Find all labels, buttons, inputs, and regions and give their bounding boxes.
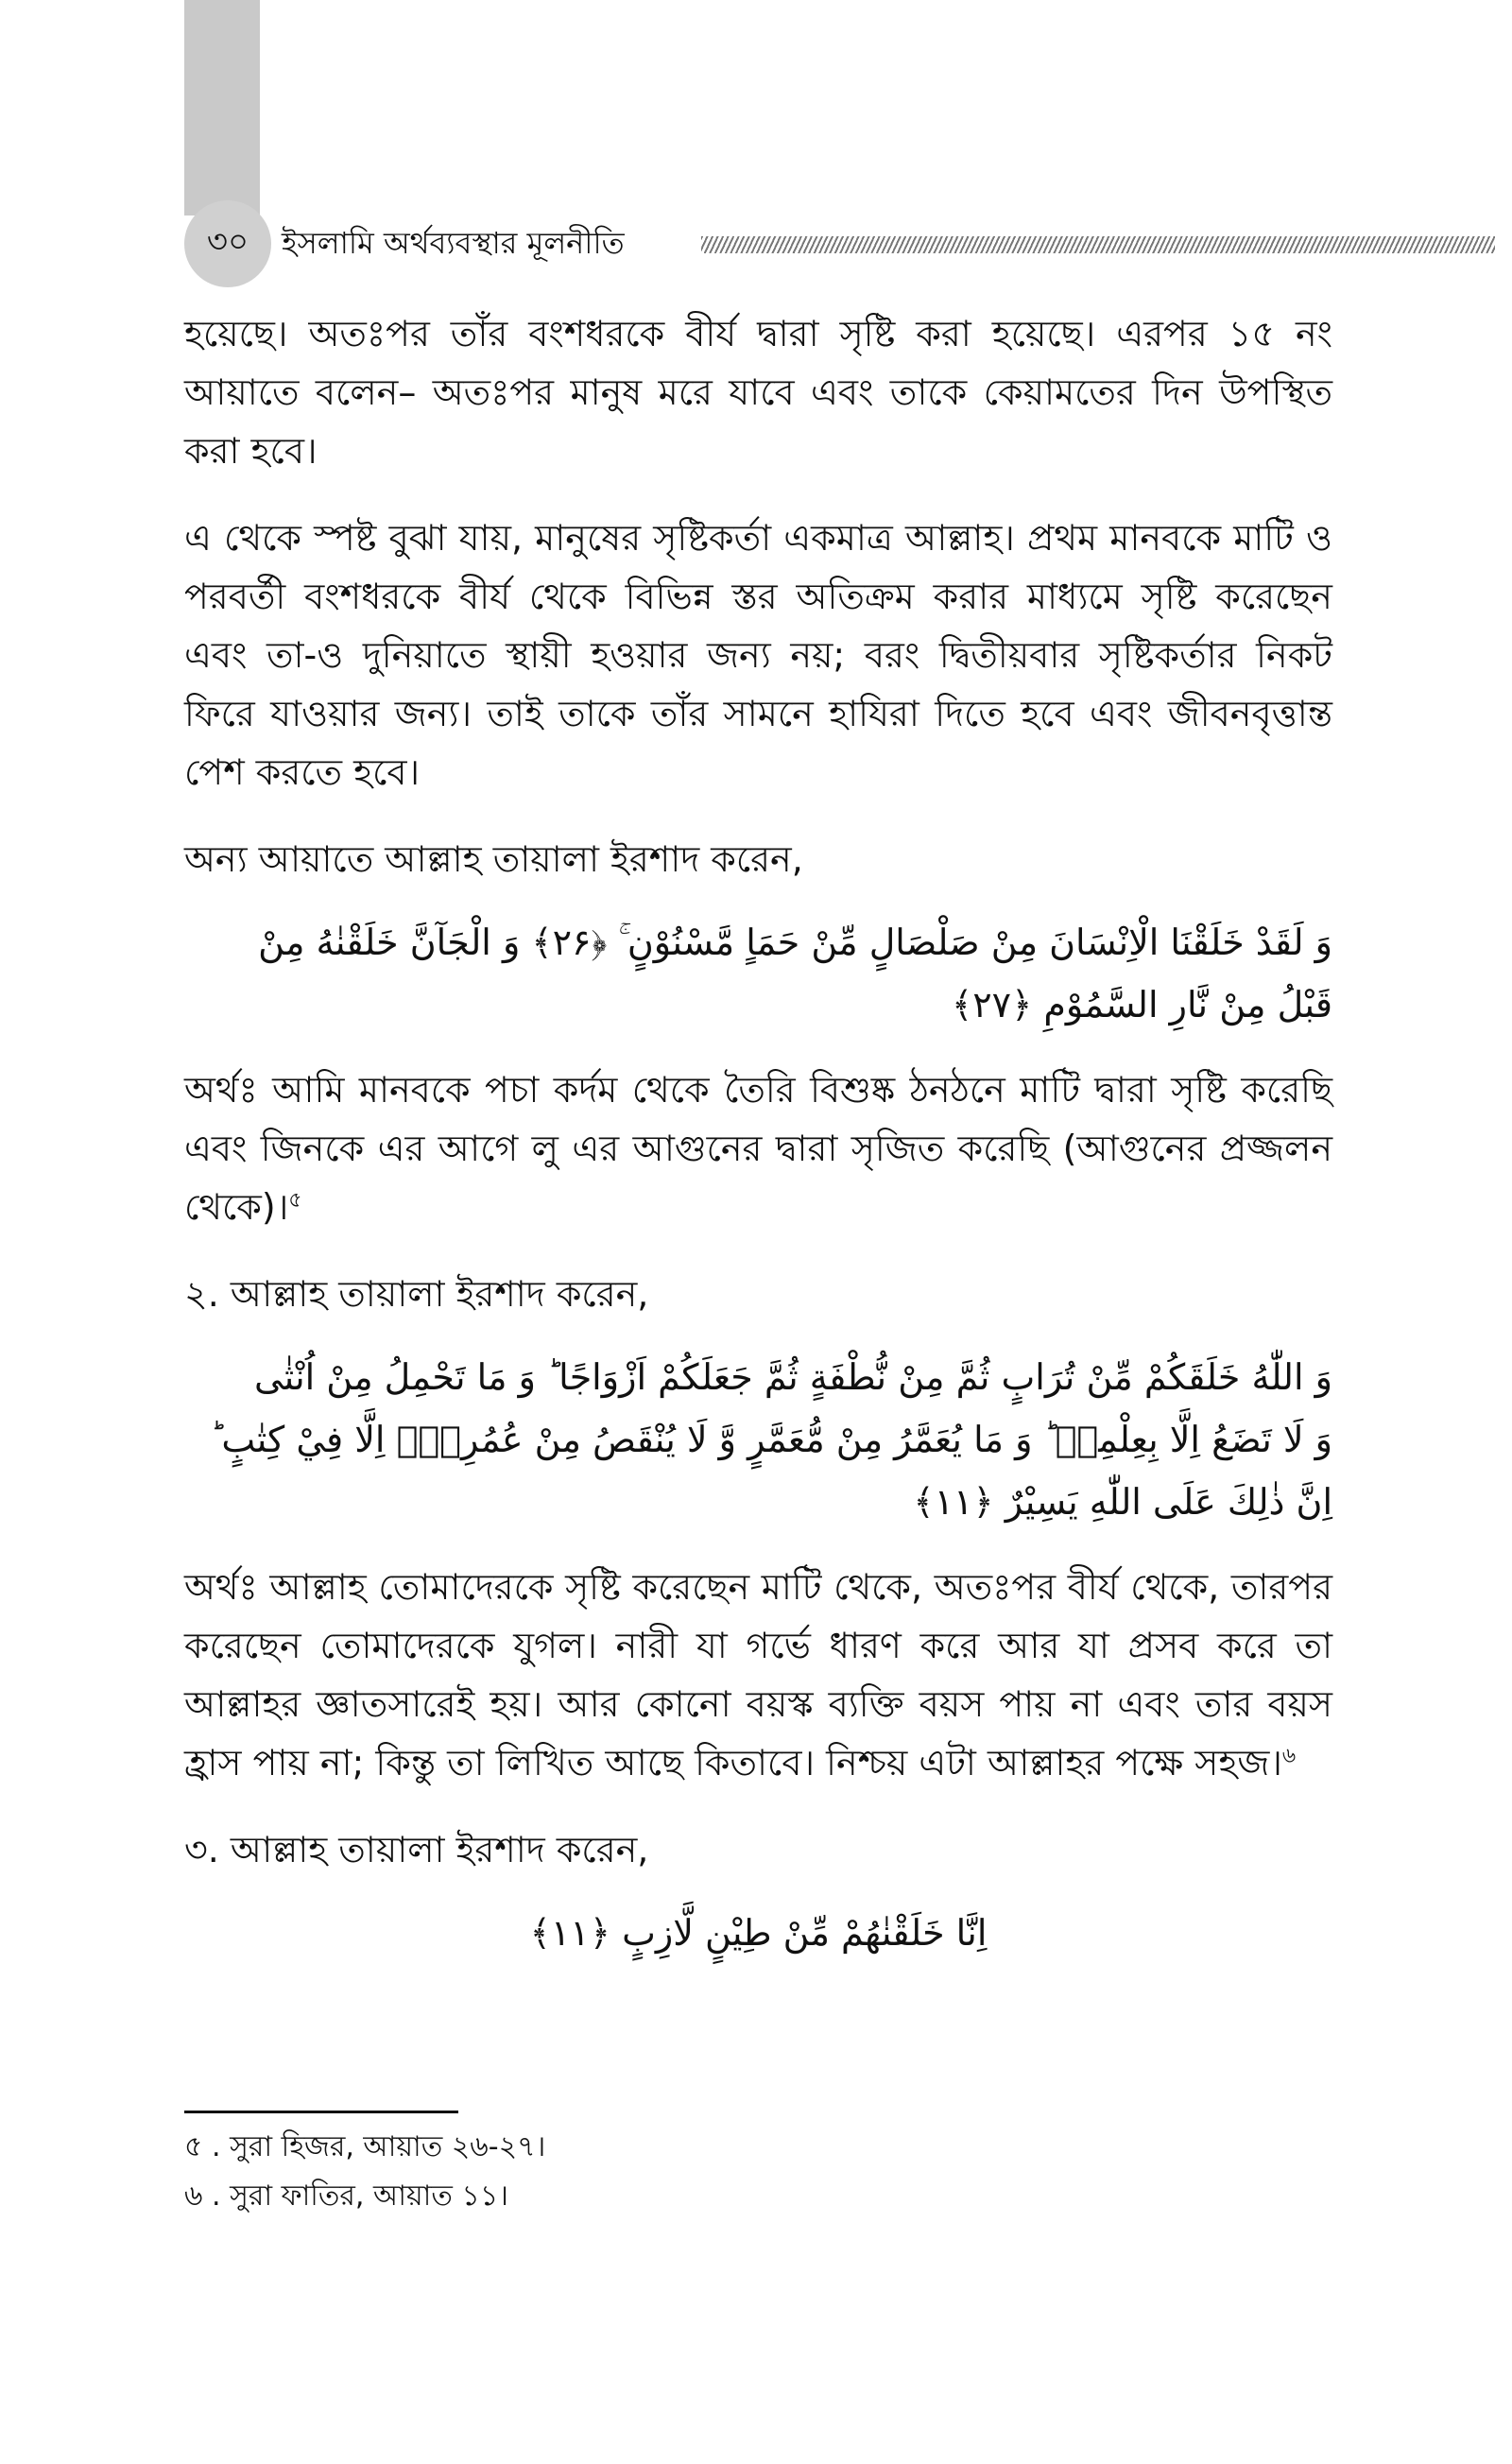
translation-1-text: অর্থঃ আমি মানবকে পচা কর্দম থেকে তৈরি বিশুষ্ক ঠনঠনে মাটি দ্বারা সৃষ্টি করেছি এবং জিনকে এর আগে লু এর আগুনের দ্বারা সৃজিত করেছি (আগুনের প্রজ্জলন থেকে)।: [184, 1069, 1332, 1228]
header-hatch-rule: [701, 236, 1495, 253]
footnote-5: ৫ . সুরা হিজর, আয়াত ২৬-২৭।: [184, 2130, 546, 2163]
heading-2: ২. আল্লাহ তায়ালা ইরশাদ করেন,: [184, 1273, 649, 1315]
header-tab-decoration: [184, 0, 260, 215]
translation-1: [184, 1060, 1332, 1236]
arabic-verse-2-line-3: اِنَّ ذٰلِكَ عَلَى اللّٰهِ يَسِيْرٌ ﴿۱۱﴾: [913, 1481, 1332, 1523]
translation-2: [184, 1558, 1332, 1792]
arabic-verse-1-line-1: وَ لَقَدْ خَلَقْنَا الْاِنْسَانَ مِنْ صَلْصَالٍ مِّنْ حَمَاٍ مَّسْنُوْنٍ ۚ ﴿۲۶﴾ وَ الْجَآنَّ خَلَقْنٰهُ مِنْ: [258, 922, 1332, 963]
arabic-verse-1: [184, 911, 1332, 1036]
footnote-rule: [184, 2111, 458, 2113]
page-number: ৩০: [184, 200, 271, 287]
arabic-verse-3: اِنَّا خَلَقْنٰهُمْ مِّنْ طِيْنٍ لَّازِبٍ ﴿۱۱﴾: [529, 1912, 988, 1954]
paragraph-3: অন্য আয়াতে আল্লাহ তায়ালা ইরশাদ করেন,: [184, 838, 803, 880]
arabic-verse-1-line-2: قَبْلُ مِنْ نَّارِ السَّمُوْمِ ﴿۲۷﴾: [951, 984, 1332, 1025]
running-title: ইসলামি অর্থব্যবস্থার মূলনীতি: [282, 225, 625, 261]
arabic-verse-2-line-1: وَ اللّٰهُ خَلَقَكُمْ مِّنْ تُرَابٍ ثُمَّ مِنْ نُّطْفَةٍ ثُمَّ جَعَلَكُمْ اَزْوَاجًا ؕ وَ مَا تَحْمِلُ مِنْ اُنْثٰى: [253, 1356, 1332, 1398]
heading-3: ৩. আল্লাহ তায়ালা ইরশাদ করেন,: [184, 1829, 649, 1870]
footnote-6: ৬ . সুরা ফাতির, আয়াত ১১।: [184, 2180, 509, 2213]
paragraph-2: এ থেকে স্পষ্ট বুঝা যায়, মানুষের সৃষ্টিকর্তা একমাত্র আল্লাহ। প্রথম মানবকে মাটি ও পরবর্তী বংশধরকে বীর্য থেকে বিভিন্ন স্তর অতিক্রম করার মাধ্যমে সৃষ্টি করেছেন এবং তা-ও দুনিয়াতে স্থায়ী হওয়ার জন্য নয়; বরং দ্বিতীয়বার সৃষ্টিকর্তার নিকট ফিরে যাওয়ার জন্য। তাই তাকে তাঁর সামনে হাযিরা দিতে হবে এবং জীবনবৃত্তান্ত পেশ করতে হবে।: [184, 517, 1332, 793]
paragraph-1: হয়েছে। অতঃপর তাঁর বংশধরকে বীর্য দ্বারা সৃষ্টি করা হয়েছে। এরপর ১৫ নং আয়াতে বলেন– অতঃপর মানুষ মরে যাবে এবং তাকে কেয়ামতের দিন উপস্থিত করা হবে।: [184, 313, 1332, 472]
arabic-verse-2: [184, 1346, 1332, 1533]
footnote-ref-5[interactable]: ৫: [288, 1188, 302, 1213]
footnotes: [184, 2123, 1129, 2221]
translation-2-text: অর্থঃ আল্লাহ তোমাদেরকে সৃষ্টি করেছেন মাটি থেকে, অতঃপর বীর্য থেকে, তারপর করেছেন তোমাদেরকে যুগল। নারী যা গর্ভে ধারণ করে আর যা প্রসব করে তা আল্লাহর জ্ঞাতসারেই হয়। আর কোনো বয়স্ক ব্যক্তি বয়স পায় না এবং তার বয়স হ্রাস পায় না; কিন্তু তা লিখিত আছে কিতাবে। নিশ্চয় এটা আল্লাহর পক্ষে সহজ।: [184, 1566, 1332, 1783]
footnote-ref-6[interactable]: ৬: [1281, 1744, 1297, 1768]
page-body: [184, 304, 1332, 1989]
arabic-verse-2-line-2: وَ لَا تَضَعُ اِلَّا بِعِلْمِهٖ ؕ وَ مَا يُعَمَّرُ مِنْ مُّعَمَّرٍ وَّ لَا يُنْقَصُ مِنْ عُمُرِهٖۤ اِلَّا فِيْ كِتٰبٍ ؕ: [210, 1419, 1332, 1460]
